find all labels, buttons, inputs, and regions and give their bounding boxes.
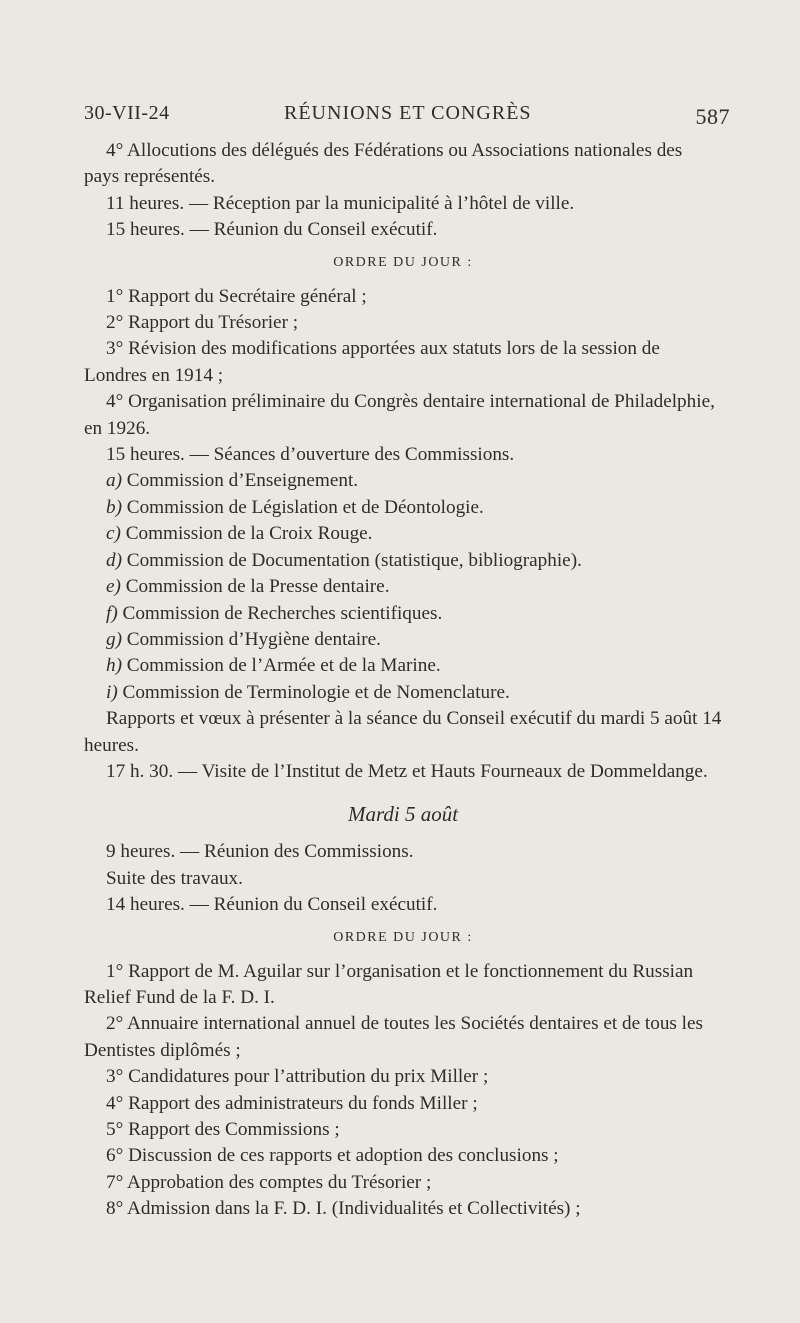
commission-label: a) <box>106 470 122 492</box>
agenda-item: 3° Candidatures pour l’attribution du prix Miller ; <box>106 1066 489 1088</box>
page-body <box>84 138 722 1223</box>
agenda-item: 2° Rapport du Trésorier ; <box>106 312 299 334</box>
page-number: 587 <box>695 104 730 129</box>
commission-item <box>84 468 722 494</box>
date-heading: Mardi 5 août <box>347 802 459 827</box>
paragraph-allocutions: 4° Allocutions des délégués des Fédérations ou Associations nationales des pays représentés. <box>84 140 683 188</box>
commission-label: d) <box>106 549 122 571</box>
commission-item <box>84 521 722 547</box>
commission-text: Commission de Recherches scientifiques. <box>122 602 443 624</box>
commission-label: c) <box>106 523 121 545</box>
commission-text: Commission de la Croix Rouge. <box>125 523 373 545</box>
commission-text: Commission de l’Armée et de la Marine. <box>126 655 441 677</box>
running-header <box>84 102 730 134</box>
section-heading-ordre-du-jour-2: ORDRE DU JOUR : <box>333 929 473 945</box>
paragraph-rapports-voeux: Rapports et vœux à présenter à la séance du Conseil exécutif du mardi 5 août 14 heures. <box>84 708 722 756</box>
section-heading-ordre-du-jour-1: ORDRE DU JOUR : <box>333 254 473 270</box>
commission-item <box>84 495 722 521</box>
agenda-item: 5° Rapport des Commissions ; <box>106 1119 340 1140</box>
paragraph-reunion-commissions: 9 heures. — Réunion des Commissions. <box>106 841 414 863</box>
agenda-item: 1° Rapport de M. Aguilar sur l’organisation et le fonctionnement du Russian Relief Fund de la F. D. I. <box>84 960 694 1008</box>
agenda-item: 4° Rapport des administrateurs du fonds Miller ; <box>106 1092 478 1114</box>
commission-item <box>84 653 722 679</box>
commission-item <box>84 601 722 627</box>
agenda-item: 8° Admission dans la F. D. I. (Individualités et Collectivités) ; <box>106 1198 581 1220</box>
agenda-item: 2° Annuaire international annuel de toutes les Sociétés dentaires et de tous les Dentistes diplômés ; <box>84 1013 703 1061</box>
paragraph-conseil-executif: 15 heures. — Réunion du Conseil exécutif. <box>106 219 438 241</box>
commission-text: Commission de Législation et de Déontologie. <box>126 496 484 518</box>
commission-label: b) <box>106 496 122 518</box>
paragraph-conseil-executif-2: 14 heures. — Réunion du Conseil exécutif. <box>106 894 438 916</box>
commission-label: h) <box>106 655 122 677</box>
commission-item <box>84 627 722 653</box>
commission-item <box>84 574 722 600</box>
paragraph-commissions-intro: 15 heures. — Séances d’ouverture des Commissions. <box>106 444 515 466</box>
paragraph-reception: 11 heures. — Réception par la municipalité à l’hôtel de ville. <box>106 192 575 214</box>
header-title: RÉUNIONS ET CONGRÈS <box>284 102 532 124</box>
commission-text: Commission d’Enseignement. <box>126 470 359 492</box>
header-date: 30-VII-24 <box>84 102 170 124</box>
agenda-item: 3° Révision des modifications apportées aux statuts lors de la session de Londres en 1914 ; <box>84 338 660 386</box>
commission-item <box>84 548 722 574</box>
commission-text: Commission de Terminologie et de Nomenclature. <box>122 681 510 703</box>
agenda-item: 4° Organisation préliminaire du Congrès dentaire international de Philadelphie, en 1926. <box>84 391 715 439</box>
commission-label: f) <box>106 602 118 624</box>
commission-label: g) <box>106 628 122 650</box>
commission-text: Commission de la Presse dentaire. <box>125 576 390 598</box>
commission-text: Commission de Documentation (statistique, bibliographie). <box>126 549 582 571</box>
commission-item <box>84 680 722 706</box>
commission-text: Commission d’Hygiène dentaire. <box>126 628 381 650</box>
commission-label: e) <box>106 576 121 598</box>
agenda-item: 1° Rapport du Secrétaire général ; <box>106 285 367 307</box>
agenda-item: 7° Approbation des comptes du Trésorier ; <box>106 1171 432 1193</box>
paragraph-suite-travaux: Suite des travaux. <box>106 867 243 889</box>
agenda-item: 6° Discussion de ces rapports et adoption des conclusions ; <box>106 1145 559 1167</box>
paragraph-visite: 17 h. 30. — Visite de l’Institut de Metz et Hauts Fourneaux de Dommeldange. <box>106 760 708 782</box>
commission-label: i) <box>106 681 118 703</box>
